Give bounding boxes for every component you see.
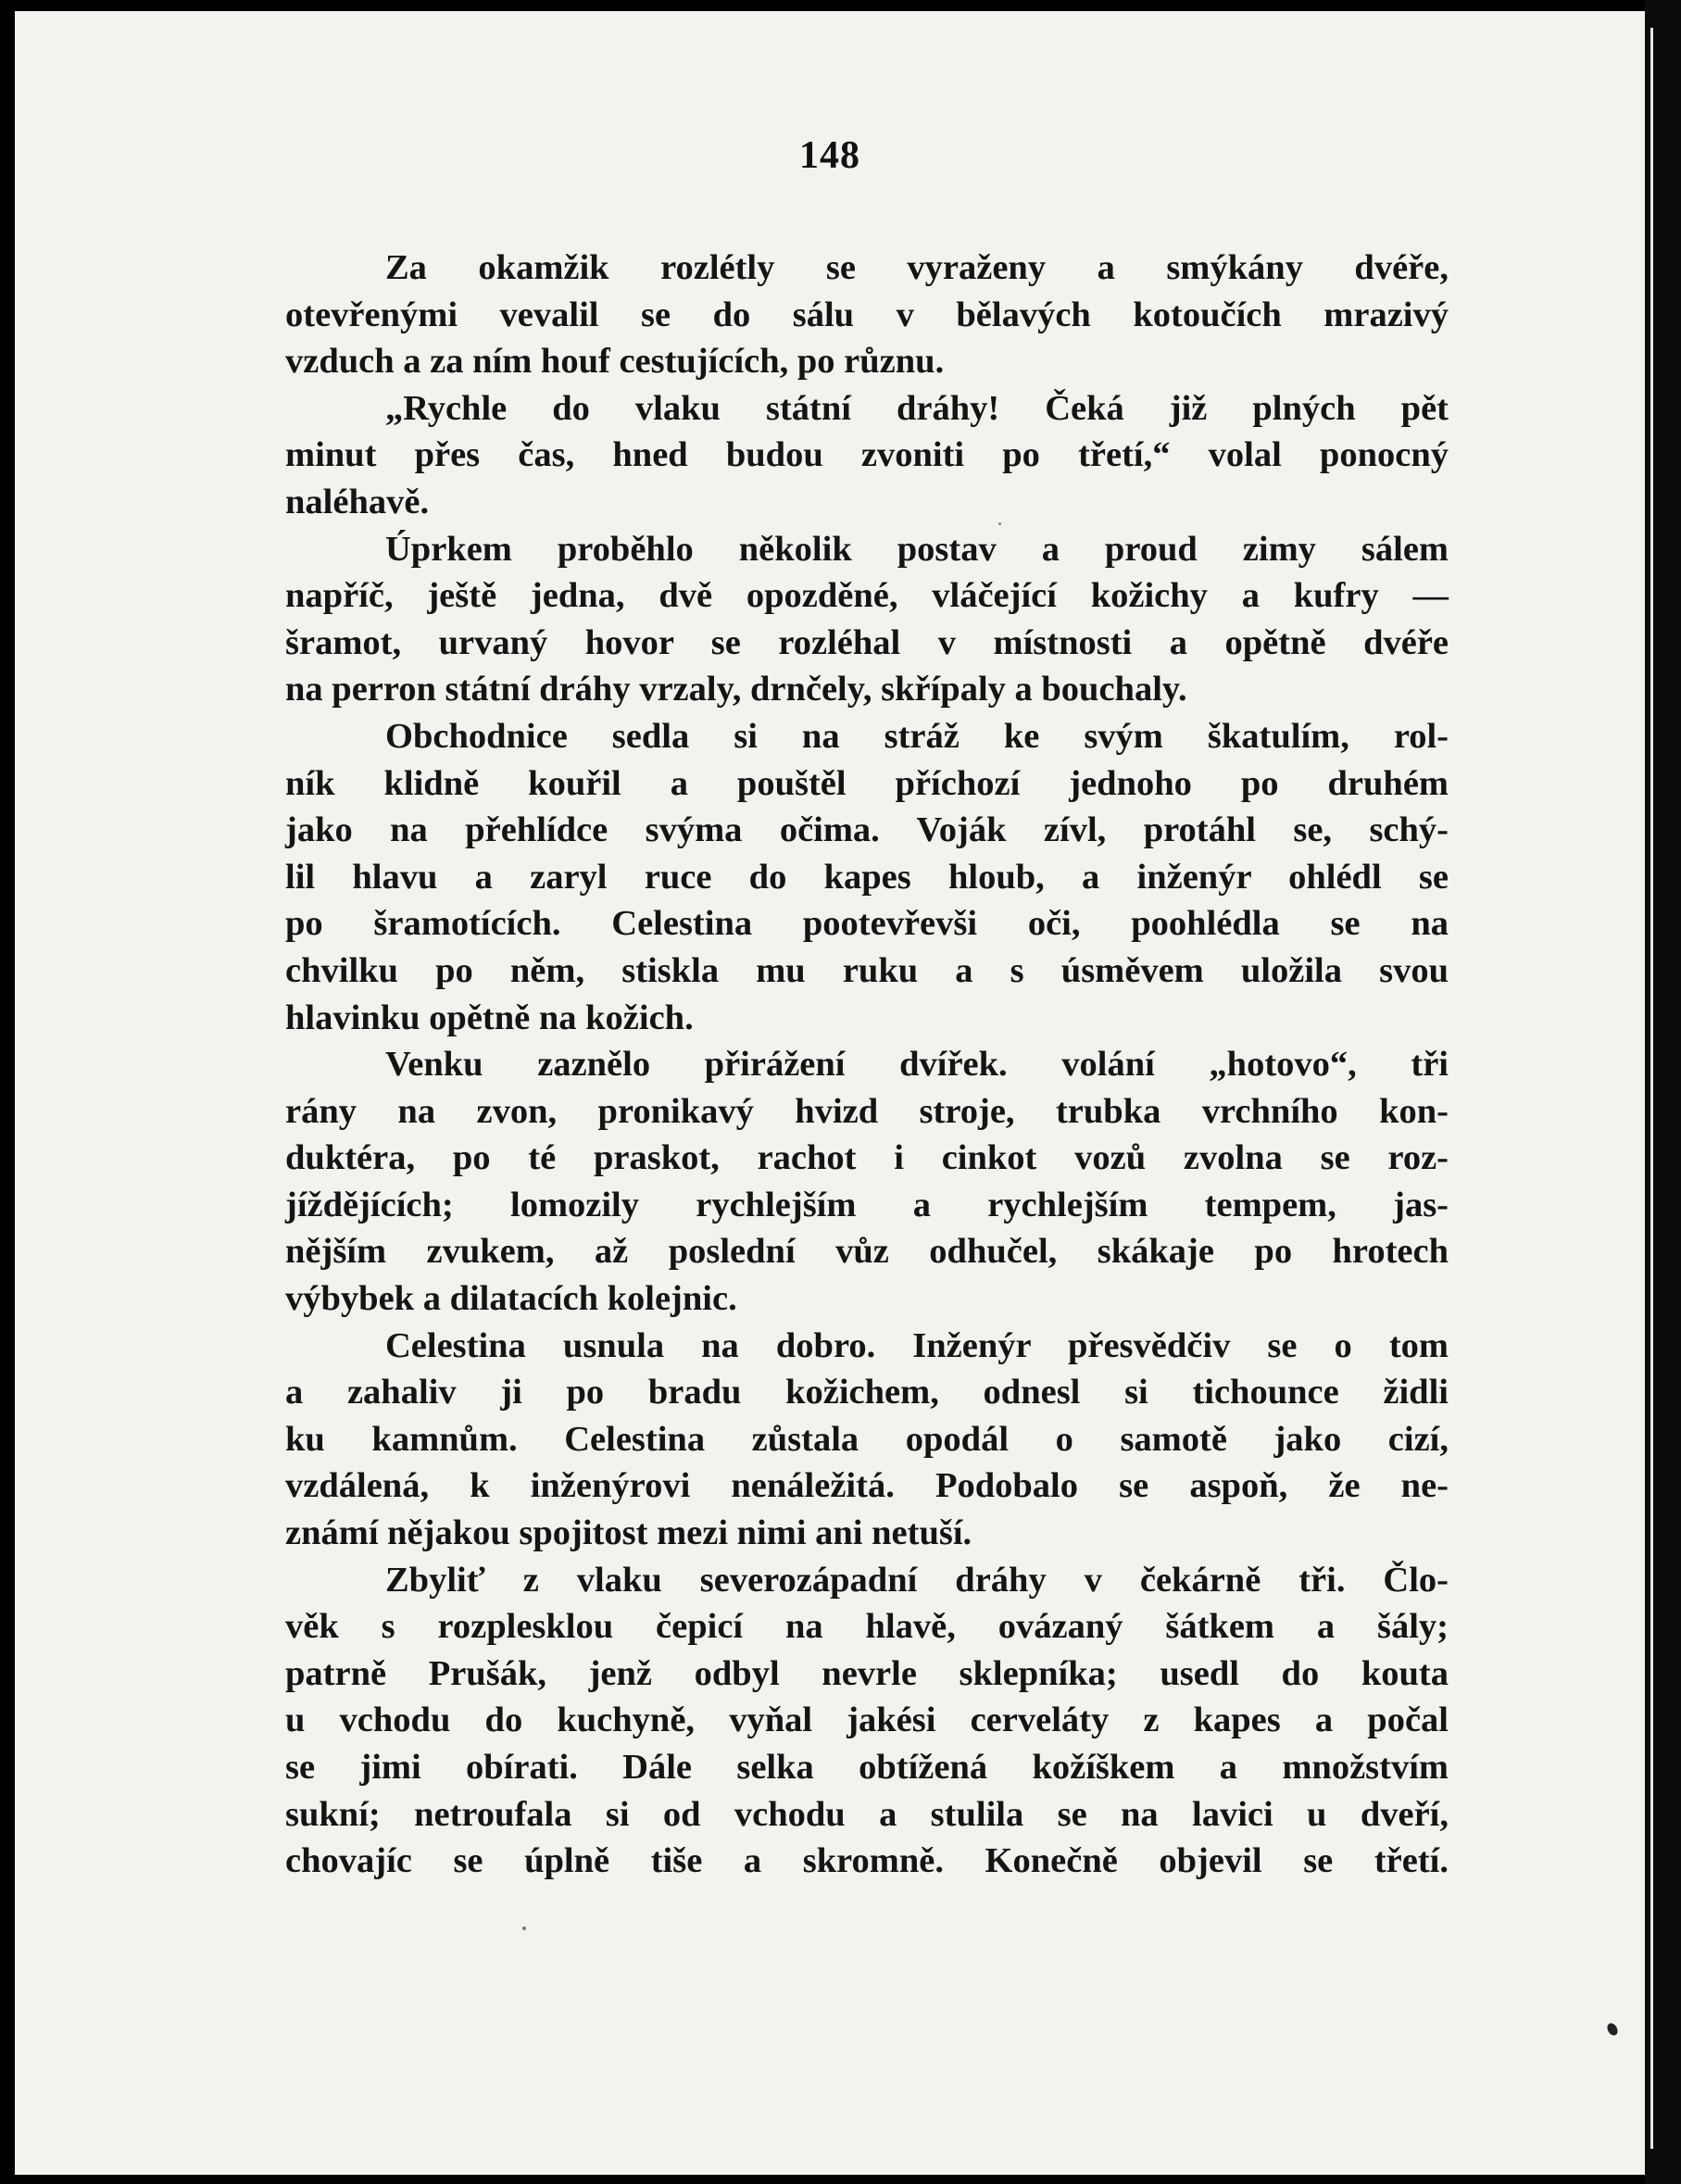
text-line: Venku zaznělo přirážení dvířek. volání „hotovo“, tři: [385, 1045, 1449, 1085]
text-line: po šramotících. Celestina pootevřevši oči, poohlédla se na: [285, 904, 1449, 944]
text-line: napříč, ještě jedna, dvě opozděné, vláčející kožichy a kufry —: [285, 576, 1449, 616]
text-line: nějším zvukem, až poslední vůz odhučel, skákaje po hrotech: [285, 1232, 1449, 1272]
text-line: rány na zvon, pronikavý hvizd stroje, trubka vrchního kon-: [285, 1091, 1449, 1131]
text-line: Celestina usnula na dobro. Inženýr přesvědčiv se o tom: [385, 1325, 1449, 1365]
text-line: ník klidně kouřil a pouštěl příchozí jednoho po druhém: [285, 763, 1449, 803]
text-line: vzdálená, k inženýrovi nenáležitá. Podobalo se aspoň, že ne-: [285, 1466, 1449, 1506]
page-number: 148: [799, 134, 860, 177]
text-line: Zbyliť z vlaku severozápadní dráhy v čekárně tři. Člo-: [385, 1560, 1449, 1600]
text-line: otevřenými vevalil se do sálu v bělavých kotoučích mrazivý: [285, 295, 1449, 334]
paragraph-1: [285, 245, 1449, 385]
book-page: [15, 11, 1645, 2175]
text-line: šramot, urvaný hovor se rozléhal v místnosti a opětně dvéře: [285, 622, 1449, 662]
text-line: hlavinku opětně na kožich.: [285, 998, 694, 1037]
ink-speck: [998, 522, 1001, 525]
text-line: jíždějících; lomozily rychlejším a rychlejším tempem, jas-: [285, 1185, 1449, 1224]
text-line: patrně Prušák, jenž odbyl nevrle sklepníka; usedl do kouta: [285, 1653, 1449, 1693]
text-line: výbybek a dilatacích kolejnic.: [285, 1279, 737, 1319]
text-line: Obchodnice sedla si na stráž ke svým škatulím, rol-: [385, 716, 1449, 756]
text-line: „Rychle do vlaku státní dráhy! Čeká již plných pět: [385, 388, 1449, 428]
text-line: věk s rozplesklou čepicí na hlavě, ovázaný šátkem a šály;: [285, 1607, 1449, 1647]
text-line: u vchodu do kuchyně, vyňal jakési cerveláty z kapes a počal: [285, 1701, 1449, 1740]
text-line: naléhavě.: [285, 482, 430, 521]
text-line: Úprkem proběhlo několik postav a proud zimy sálem: [385, 529, 1449, 569]
text-line: lil hlavu a zaryl ruce do kapes hloub, a inženýr ohlédl se: [285, 857, 1449, 897]
text-line: chvilku po něm, stiskla mu ruku a s úsměvem uložila svou: [285, 950, 1449, 990]
text-line: minut přes čas, hned budou zvoniti po třetí,“ volal ponocný: [285, 435, 1449, 475]
body-text: [285, 245, 1449, 1885]
ink-speck: [1605, 2021, 1620, 2037]
text-line: chovajíc se úplně tiše a skromně. Konečně objevil se třetí.: [285, 1841, 1449, 1881]
page-edge-line: [1650, 28, 1653, 2149]
text-line: Za okamžik rozlétly se vyraženy a smýkány dvéře,: [385, 248, 1449, 287]
text-line: ku kamnům. Celestina zůstala opodál o samotě jako cizí,: [285, 1419, 1449, 1459]
text-line: duktéra, po té praskot, rachot i cinkot vozů zvolna se roz-: [285, 1138, 1449, 1178]
text-line: na perron státní dráhy vrzaly, drnčely, skřípaly a bouchaly.: [285, 670, 1187, 709]
paragraph-2: [285, 385, 1449, 526]
paragraph-6: [285, 1323, 1449, 1557]
paragraph-4: [285, 713, 1449, 1041]
text-line: sukní; netroufala si od vchodu a stulila se na lavici u dveří,: [285, 1794, 1449, 1834]
text-line: jako na přehlídce svýma očima. Voják zívl, protáhl se, schý-: [285, 810, 1449, 850]
ink-speck: [522, 1927, 526, 1930]
paragraph-7: [285, 1557, 1449, 1885]
paragraph-5: [285, 1041, 1449, 1323]
text-line: známí nějakou spojitost mezi nimi ani netuší.: [285, 1513, 972, 1553]
text-line: a zahaliv ji po bradu kožichem, odnesl si tichounce židli: [285, 1373, 1449, 1412]
paragraph-3: [285, 526, 1449, 713]
text-line: vzduch a za ním houf cestujících, po různu.: [285, 342, 945, 382]
text-line: se jimi obírati. Dále selka obtížená kožíškem a množstvím: [285, 1748, 1449, 1787]
scan-edge: [1645, 0, 1681, 2184]
